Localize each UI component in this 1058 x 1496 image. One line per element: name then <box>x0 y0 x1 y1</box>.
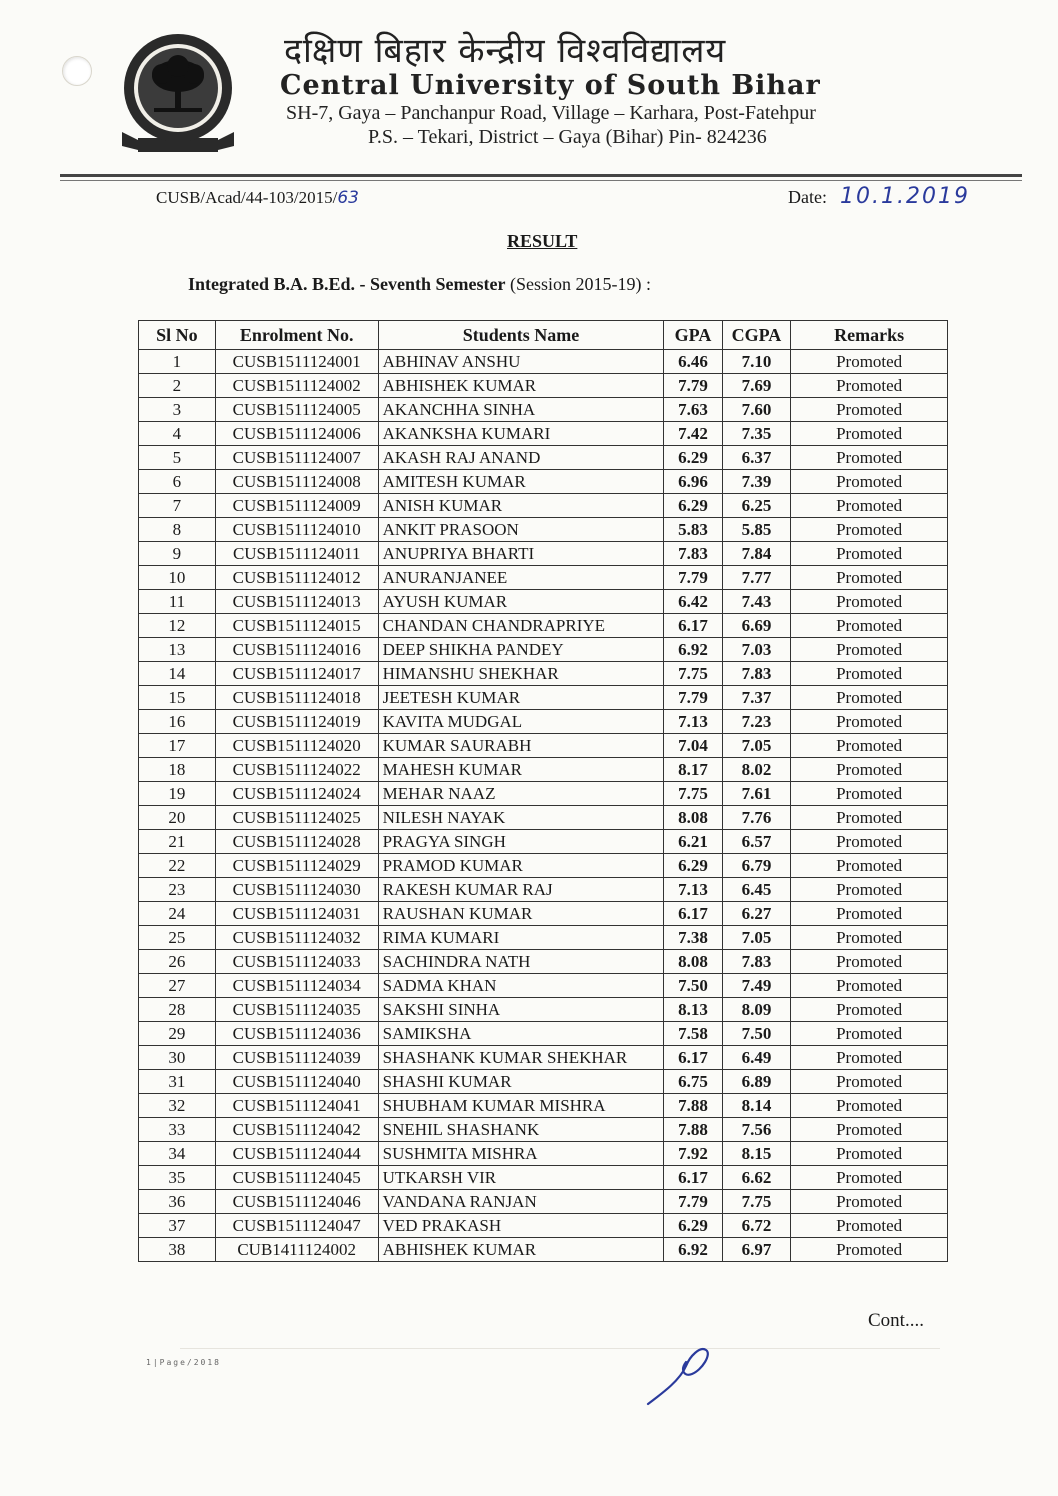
cell-cgpa: 8.15 <box>722 1142 791 1166</box>
cell-student-name: PRAGYA SINGH <box>378 830 664 854</box>
cell-enrolment-no: CUSB1511124022 <box>215 758 378 782</box>
cell-cgpa: 8.14 <box>722 1094 791 1118</box>
university-name-hindi: दक्षिण बिहार केन्द्रीय विश्वविद्यालय <box>284 31 727 71</box>
cell-enrolment-no: CUSB1511124035 <box>215 998 378 1022</box>
cell-sl-no: 34 <box>139 1142 216 1166</box>
cell-student-name: PRAMOD KUMAR <box>378 854 664 878</box>
cell-student-name: SHASHANK KUMAR SHEKHAR <box>378 1046 664 1070</box>
cell-student-name: RAKESH KUMAR RAJ <box>378 878 664 902</box>
reference-number <box>156 188 359 208</box>
cell-remarks: Promoted <box>791 1166 948 1190</box>
cell-enrolment-no: CUSB1511124046 <box>215 1190 378 1214</box>
cell-sl-no: 36 <box>139 1190 216 1214</box>
cell-cgpa: 7.03 <box>722 638 791 662</box>
table-row <box>139 638 948 662</box>
cell-cgpa: 7.49 <box>722 974 791 998</box>
cell-sl-no: 6 <box>139 470 216 494</box>
cell-enrolment-no: CUSB1511124017 <box>215 662 378 686</box>
cell-sl-no: 23 <box>139 878 216 902</box>
cell-cgpa: 7.84 <box>722 542 791 566</box>
cell-gpa: 7.92 <box>664 1142 722 1166</box>
continued-note: Cont.... <box>868 1310 924 1331</box>
cell-student-name: SACHINDRA NATH <box>378 950 664 974</box>
column-header-sl-no: Sl No <box>139 321 216 350</box>
cell-sl-no: 25 <box>139 926 216 950</box>
cell-gpa: 8.13 <box>664 998 722 1022</box>
cell-enrolment-no: CUSB1511124024 <box>215 782 378 806</box>
column-header-student-name: Students Name <box>378 321 664 350</box>
cell-remarks: Promoted <box>791 854 948 878</box>
column-header-cgpa: CGPA <box>722 321 791 350</box>
page-marker: 1|Page/2018 <box>146 1358 221 1367</box>
cell-gpa: 6.92 <box>664 638 722 662</box>
column-header-enrolment: Enrolment No. <box>215 321 378 350</box>
cell-sl-no: 35 <box>139 1166 216 1190</box>
cell-remarks: Promoted <box>791 494 948 518</box>
cell-remarks: Promoted <box>791 590 948 614</box>
cell-sl-no: 1 <box>139 350 216 374</box>
cell-cgpa: 7.50 <box>722 1022 791 1046</box>
cell-cgpa: 6.79 <box>722 854 791 878</box>
cell-cgpa: 7.75 <box>722 1190 791 1214</box>
cell-cgpa: 7.39 <box>722 470 791 494</box>
cell-gpa: 6.92 <box>664 1238 722 1262</box>
cell-remarks: Promoted <box>791 638 948 662</box>
cell-cgpa: 6.97 <box>722 1238 791 1262</box>
cell-remarks: Promoted <box>791 350 948 374</box>
cell-enrolment-no: CUB1411124002 <box>215 1238 378 1262</box>
table-row <box>139 686 948 710</box>
cell-gpa: 6.29 <box>664 1214 722 1238</box>
cell-remarks: Promoted <box>791 518 948 542</box>
cell-remarks: Promoted <box>791 1118 948 1142</box>
cell-sl-no: 38 <box>139 1238 216 1262</box>
cell-cgpa: 6.49 <box>722 1046 791 1070</box>
table-row <box>139 1022 948 1046</box>
cell-sl-no: 37 <box>139 1214 216 1238</box>
table-row <box>139 854 948 878</box>
cell-student-name: SUSHMITA MISHRA <box>378 1142 664 1166</box>
cell-gpa: 7.58 <box>664 1022 722 1046</box>
table-row <box>139 734 948 758</box>
cell-sl-no: 21 <box>139 830 216 854</box>
cell-cgpa: 7.60 <box>722 398 791 422</box>
cell-student-name: ABHISHEK KUMAR <box>378 1238 664 1262</box>
cell-sl-no: 4 <box>139 422 216 446</box>
table-row <box>139 878 948 902</box>
table-row <box>139 758 948 782</box>
cell-sl-no: 13 <box>139 638 216 662</box>
table-row <box>139 494 948 518</box>
cell-student-name: MAHESH KUMAR <box>378 758 664 782</box>
cell-remarks: Promoted <box>791 902 948 926</box>
cell-cgpa: 6.57 <box>722 830 791 854</box>
cell-student-name: RAUSHAN KUMAR <box>378 902 664 926</box>
cell-enrolment-no: CUSB1511124008 <box>215 470 378 494</box>
cell-cgpa: 7.61 <box>722 782 791 806</box>
table-row <box>139 518 948 542</box>
cell-student-name: SAKSHI SINHA <box>378 998 664 1022</box>
reference-handwritten-number: 63 <box>337 188 359 208</box>
cell-remarks: Promoted <box>791 1046 948 1070</box>
cell-cgpa: 7.77 <box>722 566 791 590</box>
cell-remarks: Promoted <box>791 782 948 806</box>
table-row <box>139 350 948 374</box>
cell-enrolment-no: CUSB1511124018 <box>215 686 378 710</box>
cell-remarks: Promoted <box>791 446 948 470</box>
cell-enrolment-no: CUSB1511124010 <box>215 518 378 542</box>
cell-remarks: Promoted <box>791 542 948 566</box>
cell-enrolment-no: CUSB1511124007 <box>215 446 378 470</box>
table-row <box>139 470 948 494</box>
cell-gpa: 8.08 <box>664 806 722 830</box>
cell-remarks: Promoted <box>791 950 948 974</box>
cell-student-name: SHUBHAM KUMAR MISHRA <box>378 1094 664 1118</box>
cell-student-name: MEHAR NAAZ <box>378 782 664 806</box>
cell-gpa: 7.42 <box>664 422 722 446</box>
cell-remarks: Promoted <box>791 1214 948 1238</box>
cell-student-name: ANISH KUMAR <box>378 494 664 518</box>
subtitle-session: (Session 2015-19) : <box>505 274 651 294</box>
results-table <box>138 320 948 1262</box>
cell-remarks: Promoted <box>791 734 948 758</box>
cell-cgpa: 7.05 <box>722 734 791 758</box>
cell-gpa: 6.29 <box>664 854 722 878</box>
cell-sl-no: 18 <box>139 758 216 782</box>
document-title: RESULT <box>507 231 578 251</box>
cell-remarks: Promoted <box>791 974 948 998</box>
cell-remarks: Promoted <box>791 998 948 1022</box>
cell-remarks: Promoted <box>791 878 948 902</box>
table-row <box>139 614 948 638</box>
cell-enrolment-no: CUSB1511124005 <box>215 398 378 422</box>
cell-enrolment-no: CUSB1511124006 <box>215 422 378 446</box>
cell-student-name: ANURANJANEE <box>378 566 664 590</box>
cell-student-name: ANUPRIYA BHARTI <box>378 542 664 566</box>
cell-gpa: 6.17 <box>664 1166 722 1190</box>
table-row <box>139 590 948 614</box>
cell-student-name: NILESH NAYAK <box>378 806 664 830</box>
cell-student-name: DEEP SHIKHA PANDEY <box>378 638 664 662</box>
cell-remarks: Promoted <box>791 398 948 422</box>
cell-gpa: 6.29 <box>664 446 722 470</box>
cell-sl-no: 8 <box>139 518 216 542</box>
cell-remarks: Promoted <box>791 470 948 494</box>
table-row <box>139 662 948 686</box>
table-row <box>139 1166 948 1190</box>
table-row <box>139 998 948 1022</box>
cell-sl-no: 7 <box>139 494 216 518</box>
cell-sl-no: 27 <box>139 974 216 998</box>
cell-enrolment-no: CUSB1511124044 <box>215 1142 378 1166</box>
cell-sl-no: 14 <box>139 662 216 686</box>
cell-cgpa: 8.02 <box>722 758 791 782</box>
table-row <box>139 926 948 950</box>
cell-sl-no: 9 <box>139 542 216 566</box>
cell-sl-no: 12 <box>139 614 216 638</box>
cell-remarks: Promoted <box>791 926 948 950</box>
table-row <box>139 1142 948 1166</box>
cell-student-name: AKANCHHA SINHA <box>378 398 664 422</box>
cell-gpa: 7.79 <box>664 374 722 398</box>
cell-gpa: 7.04 <box>664 734 722 758</box>
cell-remarks: Promoted <box>791 686 948 710</box>
table-row <box>139 1046 948 1070</box>
cell-gpa: 6.17 <box>664 1046 722 1070</box>
cell-remarks: Promoted <box>791 422 948 446</box>
cell-enrolment-no: CUSB1511124034 <box>215 974 378 998</box>
cell-cgpa: 6.37 <box>722 446 791 470</box>
cell-student-name: KUMAR SAURABH <box>378 734 664 758</box>
cell-sl-no: 10 <box>139 566 216 590</box>
cell-gpa: 6.29 <box>664 494 722 518</box>
cell-cgpa: 7.10 <box>722 350 791 374</box>
cell-remarks: Promoted <box>791 1070 948 1094</box>
cell-enrolment-no: CUSB1511124015 <box>215 614 378 638</box>
cell-cgpa: 7.43 <box>722 590 791 614</box>
cell-enrolment-no: CUSB1511124045 <box>215 1166 378 1190</box>
cell-cgpa: 7.69 <box>722 374 791 398</box>
cell-gpa: 6.17 <box>664 614 722 638</box>
cell-gpa: 6.42 <box>664 590 722 614</box>
cell-enrolment-no: CUSB1511124032 <box>215 926 378 950</box>
cell-gpa: 8.08 <box>664 950 722 974</box>
cell-student-name: SAMIKSHA <box>378 1022 664 1046</box>
cell-student-name: JEETESH KUMAR <box>378 686 664 710</box>
cell-enrolment-no: CUSB1511124039 <box>215 1046 378 1070</box>
cell-student-name: ABHINAV ANSHU <box>378 350 664 374</box>
cell-remarks: Promoted <box>791 1094 948 1118</box>
cell-student-name: VED PRAKASH <box>378 1214 664 1238</box>
cell-enrolment-no: CUSB1511124012 <box>215 566 378 590</box>
cell-student-name: CHANDAN CHANDRAPRIYE <box>378 614 664 638</box>
cell-sl-no: 19 <box>139 782 216 806</box>
cell-student-name: VANDANA RANJAN <box>378 1190 664 1214</box>
cell-remarks: Promoted <box>791 662 948 686</box>
cell-gpa: 7.38 <box>664 926 722 950</box>
cell-enrolment-no: CUSB1511124047 <box>215 1214 378 1238</box>
cell-gpa: 7.88 <box>664 1118 722 1142</box>
cell-sl-no: 28 <box>139 998 216 1022</box>
cell-gpa: 7.75 <box>664 662 722 686</box>
header-divider-thin <box>60 180 1022 181</box>
cell-cgpa: 6.72 <box>722 1214 791 1238</box>
date-value-handwritten: 10.1.2019 <box>840 184 970 209</box>
subtitle-programme: Integrated B.A. B.Ed. - Seventh Semester <box>188 274 506 294</box>
table-row <box>139 1094 948 1118</box>
cell-sl-no: 31 <box>139 1070 216 1094</box>
cell-cgpa: 6.25 <box>722 494 791 518</box>
cell-student-name: AKANKSHA KUMARI <box>378 422 664 446</box>
cell-enrolment-no: CUSB1511124040 <box>215 1070 378 1094</box>
cell-gpa: 7.50 <box>664 974 722 998</box>
cell-gpa: 7.83 <box>664 542 722 566</box>
reference-prefix: CUSB/Acad/44-103/2015/ <box>156 188 338 207</box>
cell-student-name: AKASH RAJ ANAND <box>378 446 664 470</box>
cell-enrolment-no: CUSB1511124002 <box>215 374 378 398</box>
cell-gpa: 6.17 <box>664 902 722 926</box>
table-row <box>139 1118 948 1142</box>
cell-student-name: SNEHIL SHASHANK <box>378 1118 664 1142</box>
cell-sl-no: 16 <box>139 710 216 734</box>
cell-student-name: AYUSH KUMAR <box>378 590 664 614</box>
cell-gpa: 7.88 <box>664 1094 722 1118</box>
cell-enrolment-no: CUSB1511124025 <box>215 806 378 830</box>
university-name-english: Central University of South Bihar <box>280 70 821 101</box>
date-label: Date: <box>788 187 827 207</box>
table-row <box>139 902 948 926</box>
cell-gpa: 8.17 <box>664 758 722 782</box>
cell-sl-no: 15 <box>139 686 216 710</box>
cell-sl-no: 11 <box>139 590 216 614</box>
table-row <box>139 542 948 566</box>
cell-enrolment-no: CUSB1511124031 <box>215 902 378 926</box>
cell-remarks: Promoted <box>791 566 948 590</box>
cell-enrolment-no: CUSB1511124036 <box>215 1022 378 1046</box>
cell-student-name: KAVITA MUDGAL <box>378 710 664 734</box>
cell-remarks: Promoted <box>791 1142 948 1166</box>
cell-sl-no: 32 <box>139 1094 216 1118</box>
table-row <box>139 1190 948 1214</box>
table-row <box>139 950 948 974</box>
table-row <box>139 374 948 398</box>
cell-student-name: AMITESH KUMAR <box>378 470 664 494</box>
cell-enrolment-no: CUSB1511124041 <box>215 1094 378 1118</box>
cell-student-name: RIMA KUMARI <box>378 926 664 950</box>
cell-remarks: Promoted <box>791 614 948 638</box>
cell-enrolment-no: CUSB1511124033 <box>215 950 378 974</box>
column-header-gpa: GPA <box>664 321 722 350</box>
cell-remarks: Promoted <box>791 758 948 782</box>
cell-cgpa: 7.76 <box>722 806 791 830</box>
header-divider-thick <box>60 174 1022 177</box>
cell-cgpa: 6.62 <box>722 1166 791 1190</box>
cell-remarks: Promoted <box>791 830 948 854</box>
cell-enrolment-no: CUSB1511124030 <box>215 878 378 902</box>
cell-cgpa: 6.27 <box>722 902 791 926</box>
cell-sl-no: 33 <box>139 1118 216 1142</box>
cell-sl-no: 3 <box>139 398 216 422</box>
signature-icon <box>640 1340 720 1410</box>
table-row <box>139 422 948 446</box>
cell-gpa: 7.63 <box>664 398 722 422</box>
table-header-row <box>139 321 948 350</box>
cell-gpa: 7.79 <box>664 1190 722 1214</box>
table-row <box>139 830 948 854</box>
cell-gpa: 6.21 <box>664 830 722 854</box>
cell-remarks: Promoted <box>791 806 948 830</box>
cell-cgpa: 7.37 <box>722 686 791 710</box>
cell-gpa: 7.13 <box>664 710 722 734</box>
cell-cgpa: 7.23 <box>722 710 791 734</box>
cell-enrolment-no: CUSB1511124042 <box>215 1118 378 1142</box>
cell-cgpa: 8.09 <box>722 998 791 1022</box>
table-body <box>139 350 948 1262</box>
cell-cgpa: 5.85 <box>722 518 791 542</box>
cell-enrolment-no: CUSB1511124029 <box>215 854 378 878</box>
cell-gpa: 7.75 <box>664 782 722 806</box>
cell-sl-no: 30 <box>139 1046 216 1070</box>
cell-cgpa: 7.56 <box>722 1118 791 1142</box>
cell-student-name: SADMA KHAN <box>378 974 664 998</box>
cell-sl-no: 22 <box>139 854 216 878</box>
cell-gpa: 6.96 <box>664 470 722 494</box>
table-row <box>139 398 948 422</box>
cell-enrolment-no: CUSB1511124016 <box>215 638 378 662</box>
table-row <box>139 782 948 806</box>
cell-sl-no: 2 <box>139 374 216 398</box>
cell-sl-no: 20 <box>139 806 216 830</box>
cell-sl-no: 26 <box>139 950 216 974</box>
cell-cgpa: 6.89 <box>722 1070 791 1094</box>
cell-enrolment-no: CUSB1511124028 <box>215 830 378 854</box>
cell-student-name: HIMANSHU SHEKHAR <box>378 662 664 686</box>
university-logo-icon <box>118 32 238 164</box>
cell-enrolment-no: CUSB1511124001 <box>215 350 378 374</box>
document-subtitle <box>188 274 651 295</box>
cell-sl-no: 5 <box>139 446 216 470</box>
cell-enrolment-no: CUSB1511124020 <box>215 734 378 758</box>
cell-gpa: 7.79 <box>664 566 722 590</box>
cell-cgpa: 7.83 <box>722 662 791 686</box>
cell-gpa: 7.13 <box>664 878 722 902</box>
table-row <box>139 566 948 590</box>
cell-cgpa: 7.05 <box>722 926 791 950</box>
cell-gpa: 6.46 <box>664 350 722 374</box>
cell-remarks: Promoted <box>791 374 948 398</box>
cell-sl-no: 29 <box>139 1022 216 1046</box>
table-row <box>139 1238 948 1262</box>
cell-student-name: ANKIT PRASOON <box>378 518 664 542</box>
cell-gpa: 7.79 <box>664 686 722 710</box>
cell-enrolment-no: CUSB1511124009 <box>215 494 378 518</box>
column-header-remarks: Remarks <box>791 321 948 350</box>
address-line-2: P.S. – Tekari, District – Gaya (Bihar) Pin- 824236 <box>368 126 767 148</box>
cell-enrolment-no: CUSB1511124011 <box>215 542 378 566</box>
cell-cgpa: 6.69 <box>722 614 791 638</box>
cell-sl-no: 24 <box>139 902 216 926</box>
table-row <box>139 974 948 998</box>
cell-enrolment-no: CUSB1511124013 <box>215 590 378 614</box>
table-row <box>139 806 948 830</box>
cell-cgpa: 7.83 <box>722 950 791 974</box>
cell-gpa: 5.83 <box>664 518 722 542</box>
address-line-1: SH-7, Gaya – Panchanpur Road, Village – Karhara, Post-Fatehpur <box>286 102 816 124</box>
table-row <box>139 1214 948 1238</box>
cell-student-name: SHASHI KUMAR <box>378 1070 664 1094</box>
cell-remarks: Promoted <box>791 1238 948 1262</box>
cell-enrolment-no: CUSB1511124019 <box>215 710 378 734</box>
cell-remarks: Promoted <box>791 1022 948 1046</box>
punch-hole <box>62 56 92 86</box>
table-row <box>139 710 948 734</box>
table-row <box>139 1070 948 1094</box>
cell-sl-no: 17 <box>139 734 216 758</box>
cell-student-name: UTKARSH VIR <box>378 1166 664 1190</box>
cell-remarks: Promoted <box>791 1190 948 1214</box>
cell-gpa: 6.75 <box>664 1070 722 1094</box>
footer-faint-line <box>180 1348 940 1349</box>
cell-student-name: ABHISHEK KUMAR <box>378 374 664 398</box>
table-row <box>139 446 948 470</box>
cell-remarks: Promoted <box>791 710 948 734</box>
cell-cgpa: 7.35 <box>722 422 791 446</box>
cell-cgpa: 6.45 <box>722 878 791 902</box>
